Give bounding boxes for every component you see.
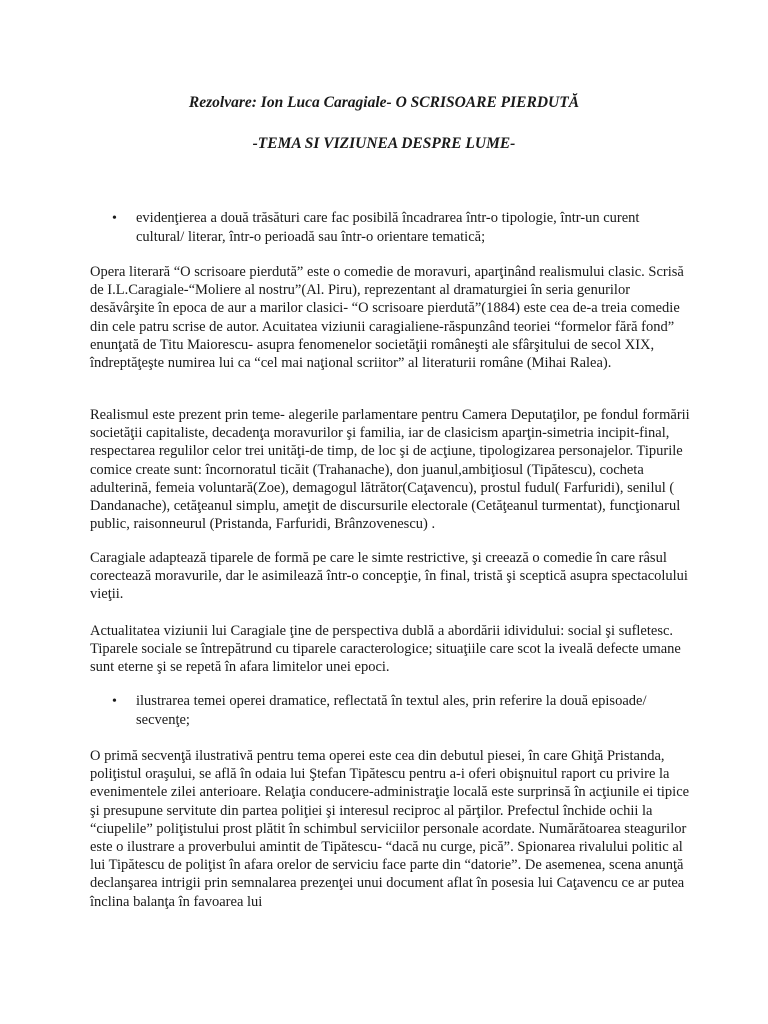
- paragraph-realism: Realismul este prezent prin teme- alegerile parlamentare pentru Camera Deputaţilor, pe fondul formării societăţii capitaliste, decadenţa moravurilor şi familia, iar de clasicism aparţin-simetria incipit-final, respectarea regulilor celor trei unităţi-de timp, de loc şi de acţiune, tipologizarea personajelor. Tipurile comice create sunt: încornoratul ticăit (Trahanache), don juanul,ambiţiosul (Tipătescu), cocheta adulterină, femeia voluntară(Zoe), demagogul lătrător(Caţavencu), prostul fudul( Farfuridi), senilul ( Dandanache), cetăţeanul simplu, ameţit de discursurile electorale (Cetăţeanul turmentat), funcţionarul public, raisonneurul (Pristanda, Farfuridi, Brânzovenescu) .: [90, 407, 690, 533]
- document-subtitle: -TEMA SI VIZIUNEA DESPRE LUME-: [252, 135, 516, 152]
- bullet-text: evidenţierea a două trăsături care fac posibilă încadrarea într-o tipologie, într-un curent cultural/ literar, într-o perioadă sau într-o orientare tematică;: [136, 210, 640, 245]
- bullet-dot-icon: •: [112, 211, 117, 226]
- bullet-dot-icon: •: [112, 694, 117, 709]
- bullet-item: [112, 692, 688, 730]
- paragraph-intro: Opera literară “O scrisoare pierdută” este o comedie de moravuri, aparţinând realismului clasic. Scrisă de I.L.Caragiale-“Moliere al nostru”(Al. Piru), reprezentant al dramaturgiei în seria genurilor desăvârşite în epoca de aur a marilor clasici- “O scrisoare pierdută”(1884) este cea de-a treia comedie din cele patru scrise de autor. Acuitatea viziunii caragialiene-răspunzând teoriei “formelor fără fond” enunţată de Titu Maiorescu- asupra fenomenelor societăţii româneşti ale sfârşitului de secol XIX, îndreptăţeşte numirea lui ca “cel mai naţional scriitor” al literaturii române (Mihai Ralea).: [90, 264, 684, 372]
- bullet-item: [112, 209, 688, 247]
- paragraph-adaptation: Caragiale adaptează tiparele de formă pe care le simte restrictive, şi creează o comedie în care râsul corectează moravurile, dar le asimilează într-o concepţie, în final, tristă şi sceptică asupra spectacolului vieţii.: [90, 550, 688, 603]
- paragraph-actuality: Actualitatea viziunii lui Caragiale ţine de perspectiva dublă a abordării idividului: social şi sufletesc. Tiparele sociale se întrepătrund cu tiparele caracterologice; situaţiile care scot la iveală defecte umane sunt eterne şi se repetă în afara limitelor unei epoci.: [90, 623, 681, 676]
- bullet-text: ilustrarea temei operei dramatice, reflectată în textul ales, prin referire la două episoade/ secvenţe;: [136, 693, 647, 728]
- paragraph-first-sequence: O primă secvenţă ilustrativă pentru tema operei este cea din debutul piesei, în care Ghiţă Pristanda, poliţistul oraşului, se află în odaia lui Ştefan Tipătescu pentru a-i oferi obişnuitul raport cu privire la evenimentele zilei anterioare. Relaţia conducere-administraţie locală este surprinsă în acţiunile ei tipice şi presupune servitute din partea poliţiei şi interesul reciproc al părţilor. Prefectul închide ochii la “ciupelile” poliţistului prost plătit în schimbul serviciilor personale acordate. Numărătoarea steagurilor este o ilustrare a proverbului amintit de Tipătescu- “dacă nu curge, pică”. Spionarea rivalului politic al lui Tipătescu de poliţist în afara orelor de serviciu face parte din “datorie”. De asemenea, scena anunţă declanşarea intrigii prin semnalarea prezenţei unui document aflat în posesia lui Caţavencu ce ar putea înclina balanţa în favoarea lui: [90, 748, 690, 910]
- document-title: Rezolvare: Ion Luca Caragiale- O SCRISOARE PIERDUTĂ: [188, 94, 580, 111]
